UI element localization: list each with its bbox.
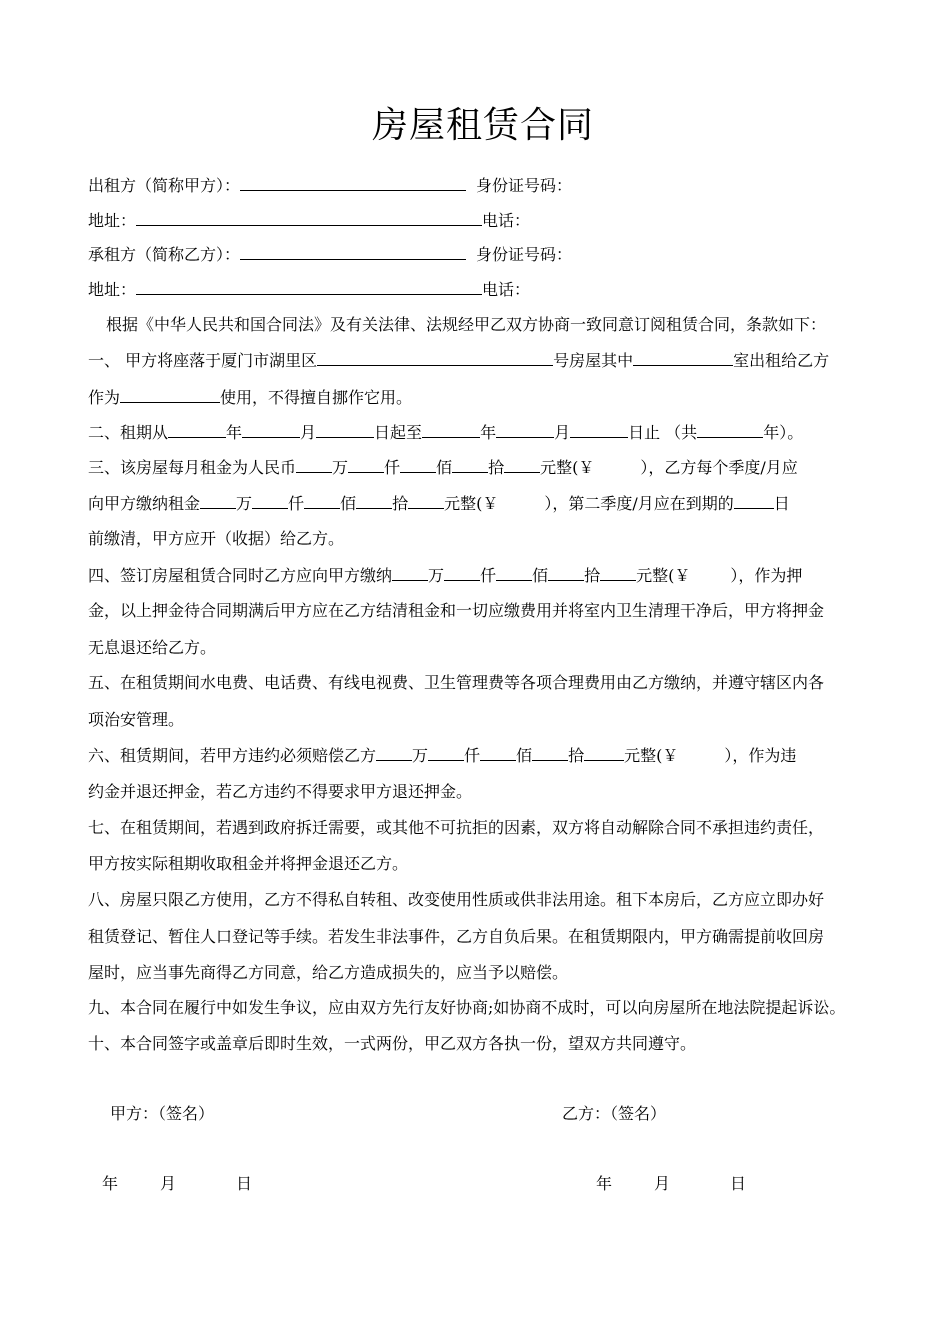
clause-10: 十、本合同签字或盖章后即时生效，一式两份，甲乙双方各执一份，望双方共同遵守。 [88, 1034, 697, 1053]
clause-6-line-2: 约金并退还押金，若乙方违约不得要求甲方退还押金。 [88, 782, 473, 801]
penalty-qian-blank[interactable] [428, 744, 464, 761]
payment-shi-blank[interactable] [356, 492, 392, 509]
lessor-phone-label: 电话： [482, 211, 531, 230]
rent-wan-blank[interactable] [296, 456, 332, 473]
clause-4-line-3: 无息退还给乙方。 [88, 638, 217, 657]
party-a-signature-label: 甲方：（签名） [110, 1104, 215, 1123]
end-month-blank[interactable] [496, 421, 554, 438]
penalty-bai-blank[interactable] [480, 744, 516, 761]
deposit-qian-blank[interactable] [444, 564, 480, 581]
room-blank[interactable] [633, 349, 733, 366]
party-b-date [596, 1173, 746, 1195]
party-b-date-month: 月 [654, 1174, 671, 1193]
clause-3-line-1: 三、该房屋每月租金为人民币 万 仟 佰 拾 元整(￥ ），乙方每个季度/月应 [88, 458, 798, 477]
clause-1-line-1: 一、 甲方将座落于厦门市湖里区 号房屋其中 室出租给乙方 [88, 351, 830, 370]
clause-6-line-1: 六、租赁期间，若甲方违约必须赔偿乙方 万 仟 佰 拾 元整(￥ ），作为违 [88, 746, 797, 765]
deposit-shi-blank[interactable] [548, 564, 584, 581]
party-b-signature-label: 乙方：（签名） [562, 1104, 667, 1123]
lessee-label: 承租方（简称乙方）： [88, 245, 241, 264]
rent-yuan-blank[interactable] [504, 456, 540, 473]
end-day-blank[interactable] [570, 421, 628, 438]
clause-9: 九、本合同在履行中如发生争议，应由双方先行友好协商;如协商不成时，可以向房屋所在地法院提起诉讼。 [88, 998, 846, 1017]
party-b-date-day: 日 [730, 1174, 747, 1193]
end-year-blank[interactable] [422, 421, 480, 438]
deposit-bai-blank[interactable] [496, 564, 532, 581]
deposit-wan-blank[interactable] [392, 564, 428, 581]
party-a-date-month: 月 [160, 1174, 177, 1193]
party-a-date-year: 年 [102, 1174, 119, 1193]
start-year-blank[interactable] [168, 421, 226, 438]
document-title: 房屋租赁合同 [371, 105, 594, 146]
deposit-yuan-blank[interactable] [600, 564, 636, 581]
lessee-name-blank[interactable] [240, 243, 466, 260]
property-address-blank[interactable] [317, 349, 553, 366]
payment-bai-blank[interactable] [304, 492, 340, 509]
clause-2-line: 二、租期从 年 月 日起至 年 月 日止 （共 年）。 [88, 423, 804, 442]
payment-qian-blank[interactable] [252, 492, 288, 509]
lessor-label: 出租方（简称甲方）： [88, 176, 241, 195]
payment-wan-blank[interactable] [200, 492, 236, 509]
lessor-line [88, 174, 572, 197]
lessor-id-label: 身份证号码： [476, 176, 573, 195]
usage-blank[interactable] [120, 386, 220, 403]
clause-8-line-2: 租赁登记、暂住人口登记等手续。若发生非法事件，乙方自负后果。在租赁期限内，甲方确需提前收回房 [88, 927, 825, 946]
clause-7-line-1: 七、在租赁期间，若遇到政府拆迁需要，或其他不可抗拒的因素，双方将自动解除合同不承担违约责任， [88, 818, 825, 837]
lessor-name-blank[interactable] [240, 174, 466, 191]
clause-8-line-1: 八、房屋只限乙方使用，乙方不得私自转租、改变使用性质或供非法用途。租下本房后，乙方应立即办好 [88, 890, 825, 909]
party-b-date-year: 年 [596, 1174, 613, 1193]
lessor-address-label: 地址： [88, 211, 137, 230]
clause-5-line-2: 项治安管理。 [88, 710, 185, 729]
lessor-address-line [88, 209, 530, 232]
rent-shi-blank[interactable] [452, 456, 488, 473]
lessee-phone-label: 电话： [482, 280, 531, 299]
lessee-line [88, 243, 572, 266]
clause-1-line-2: 作为 使用，不得擅自挪作它用。 [88, 388, 413, 407]
penalty-shi-blank[interactable] [532, 744, 568, 761]
clause-4-line-2: 金，以上押金待合同期满后甲方应在乙方结清租金和一切应缴费用并将室内卫生清理干净后，甲方将押金 [88, 601, 825, 620]
total-years-blank[interactable] [697, 421, 763, 438]
penalty-yuan-blank[interactable] [584, 744, 624, 761]
rent-bai-blank[interactable] [400, 456, 436, 473]
lessor-address-blank[interactable] [136, 209, 482, 226]
clause-3-line-2: 向甲方缴纳租金 万 仟 佰 拾 元整(￥ ），第二季度/月应在到期的 日 [88, 494, 790, 513]
party-a-date-day: 日 [236, 1174, 253, 1193]
party-a-date [102, 1173, 252, 1195]
intro-paragraph: 根据《中华人民共和国合同法》及有关法律、法规经甲乙双方协商一致同意订阅租赁合同，条款如下： [106, 315, 827, 334]
penalty-wan-blank[interactable] [376, 744, 412, 761]
lessee-address-line [88, 278, 530, 301]
due-day-blank[interactable] [734, 492, 774, 509]
clause-4-line-1: 四、签订房屋租赁合同时乙方应向甲方缴纳 万 仟 佰 拾 元整(￥ ），作为押 [88, 566, 803, 585]
rent-qian-blank[interactable] [348, 456, 384, 473]
clause-5-line-1: 五、在租赁期间水电费、电话费、有线电视费、卫生管理费等各项合理费用由乙方缴纳，并遵守辖区内各 [88, 673, 825, 692]
start-day-blank[interactable] [316, 421, 374, 438]
clause-8-line-3: 屋时，应当事先商得乙方同意，给乙方造成损失的，应当予以赔偿。 [88, 963, 569, 982]
clause-3-line-3: 前缴清，甲方应开（收据）给乙方。 [88, 529, 345, 548]
lessee-id-label: 身份证号码： [476, 245, 573, 264]
start-month-blank[interactable] [242, 421, 300, 438]
lessee-address-blank[interactable] [136, 278, 482, 295]
clause-7-line-2: 甲方按实际租期收取租金并将押金退还乙方。 [88, 854, 409, 873]
lessee-address-label: 地址： [88, 280, 137, 299]
payment-yuan-blank[interactable] [408, 492, 444, 509]
